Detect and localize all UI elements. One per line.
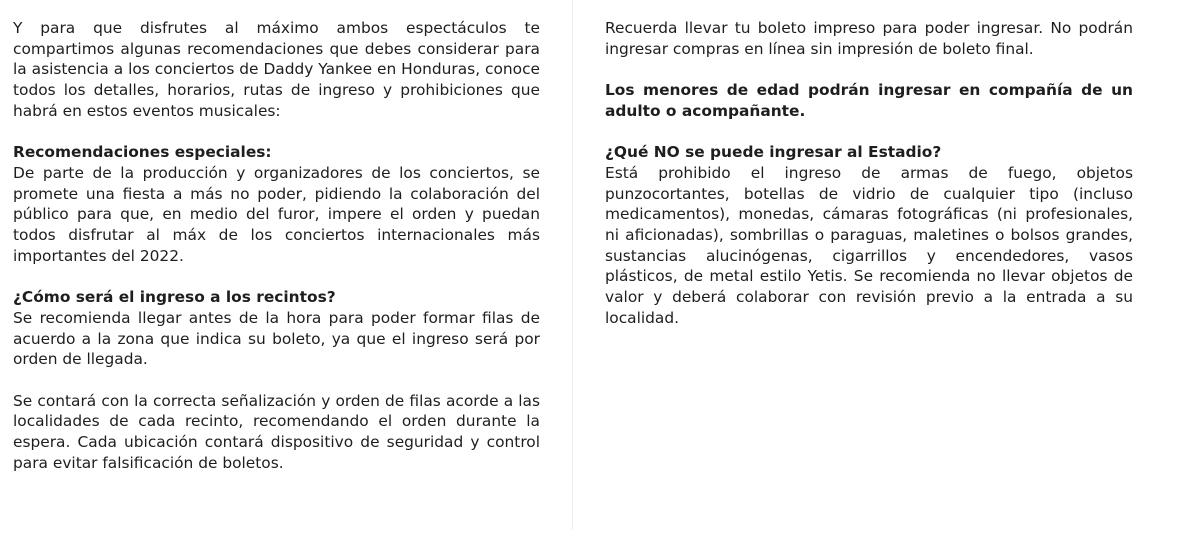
venue-entry-heading: ¿Cómo será el ingreso a los recintos? xyxy=(13,288,336,307)
prohibited-items-body: Está prohibido el ingreso de armas de fuego, objetos punzocortantes, botellas de vidrio de cualquier tipo (incluso medicamentos), monedas, cámaras fotográficas (ni profesionales, ni aficionadas), sombrillas o paraguas, maletines o bolsos grandes, sustancias alucinógenas, cigarrillos y encendedores, vasos plásticos, de metal estilo Yetis. Se recomienda no llevar objetos de valor y deberá colaborar con revisión previo a la entrada a su localidad. xyxy=(605,163,1133,327)
right-column xyxy=(605,18,1133,329)
special-recommendations-heading: Recomendaciones especiales: xyxy=(13,143,272,162)
minors-note: Los menores de edad podrán ingresar en compañía de un adulto o acompañante. xyxy=(605,81,1133,120)
prohibited-items-heading: ¿Qué NO se puede ingresar al Estadio? xyxy=(605,143,942,162)
venue-entry-section xyxy=(13,287,540,370)
prohibited-items-section xyxy=(605,142,1133,328)
column-divider xyxy=(572,0,573,530)
special-recommendations-body: De parte de la producción y organizadores de los conciertos, se promete una fiesta a más no poder, pidiendo la colaboración del público para que, en medio del furor, impere el orden y puedan todos disfrutar al máx de los conciertos internacionales más importantes del 2022. xyxy=(13,163,540,265)
special-recommendations-section xyxy=(13,142,540,266)
signage-paragraph: Se contará con la correcta señalización y orden de filas acorde a las localidades de cada recinto, recomendando el orden durante la espera. Cada ubicación contará dispositivo de seguridad y control para evitar falsificación de boletos. xyxy=(13,391,540,472)
left-column xyxy=(13,18,540,473)
intro-paragraph: Y para que disfrutes al máximo ambos espectáculos te compartimos algunas recomendaciones que debes considerar para la asistencia a los conciertos de Daddy Yankee en Honduras, conoce todos los detalles, horarios, rutas de ingreso y prohibiciones que habrá en estos eventos musicales: xyxy=(13,19,540,120)
printed-ticket-note: Recuerda llevar tu boleto impreso para poder ingresar. No podrán ingresar compras en línea sin impresión de boleto final. xyxy=(605,19,1133,58)
venue-entry-body: Se recomienda llegar antes de la hora para poder formar filas de acuerdo a la zona que indica su boleto, ya que el ingreso será por orden de llegada. xyxy=(13,308,540,369)
